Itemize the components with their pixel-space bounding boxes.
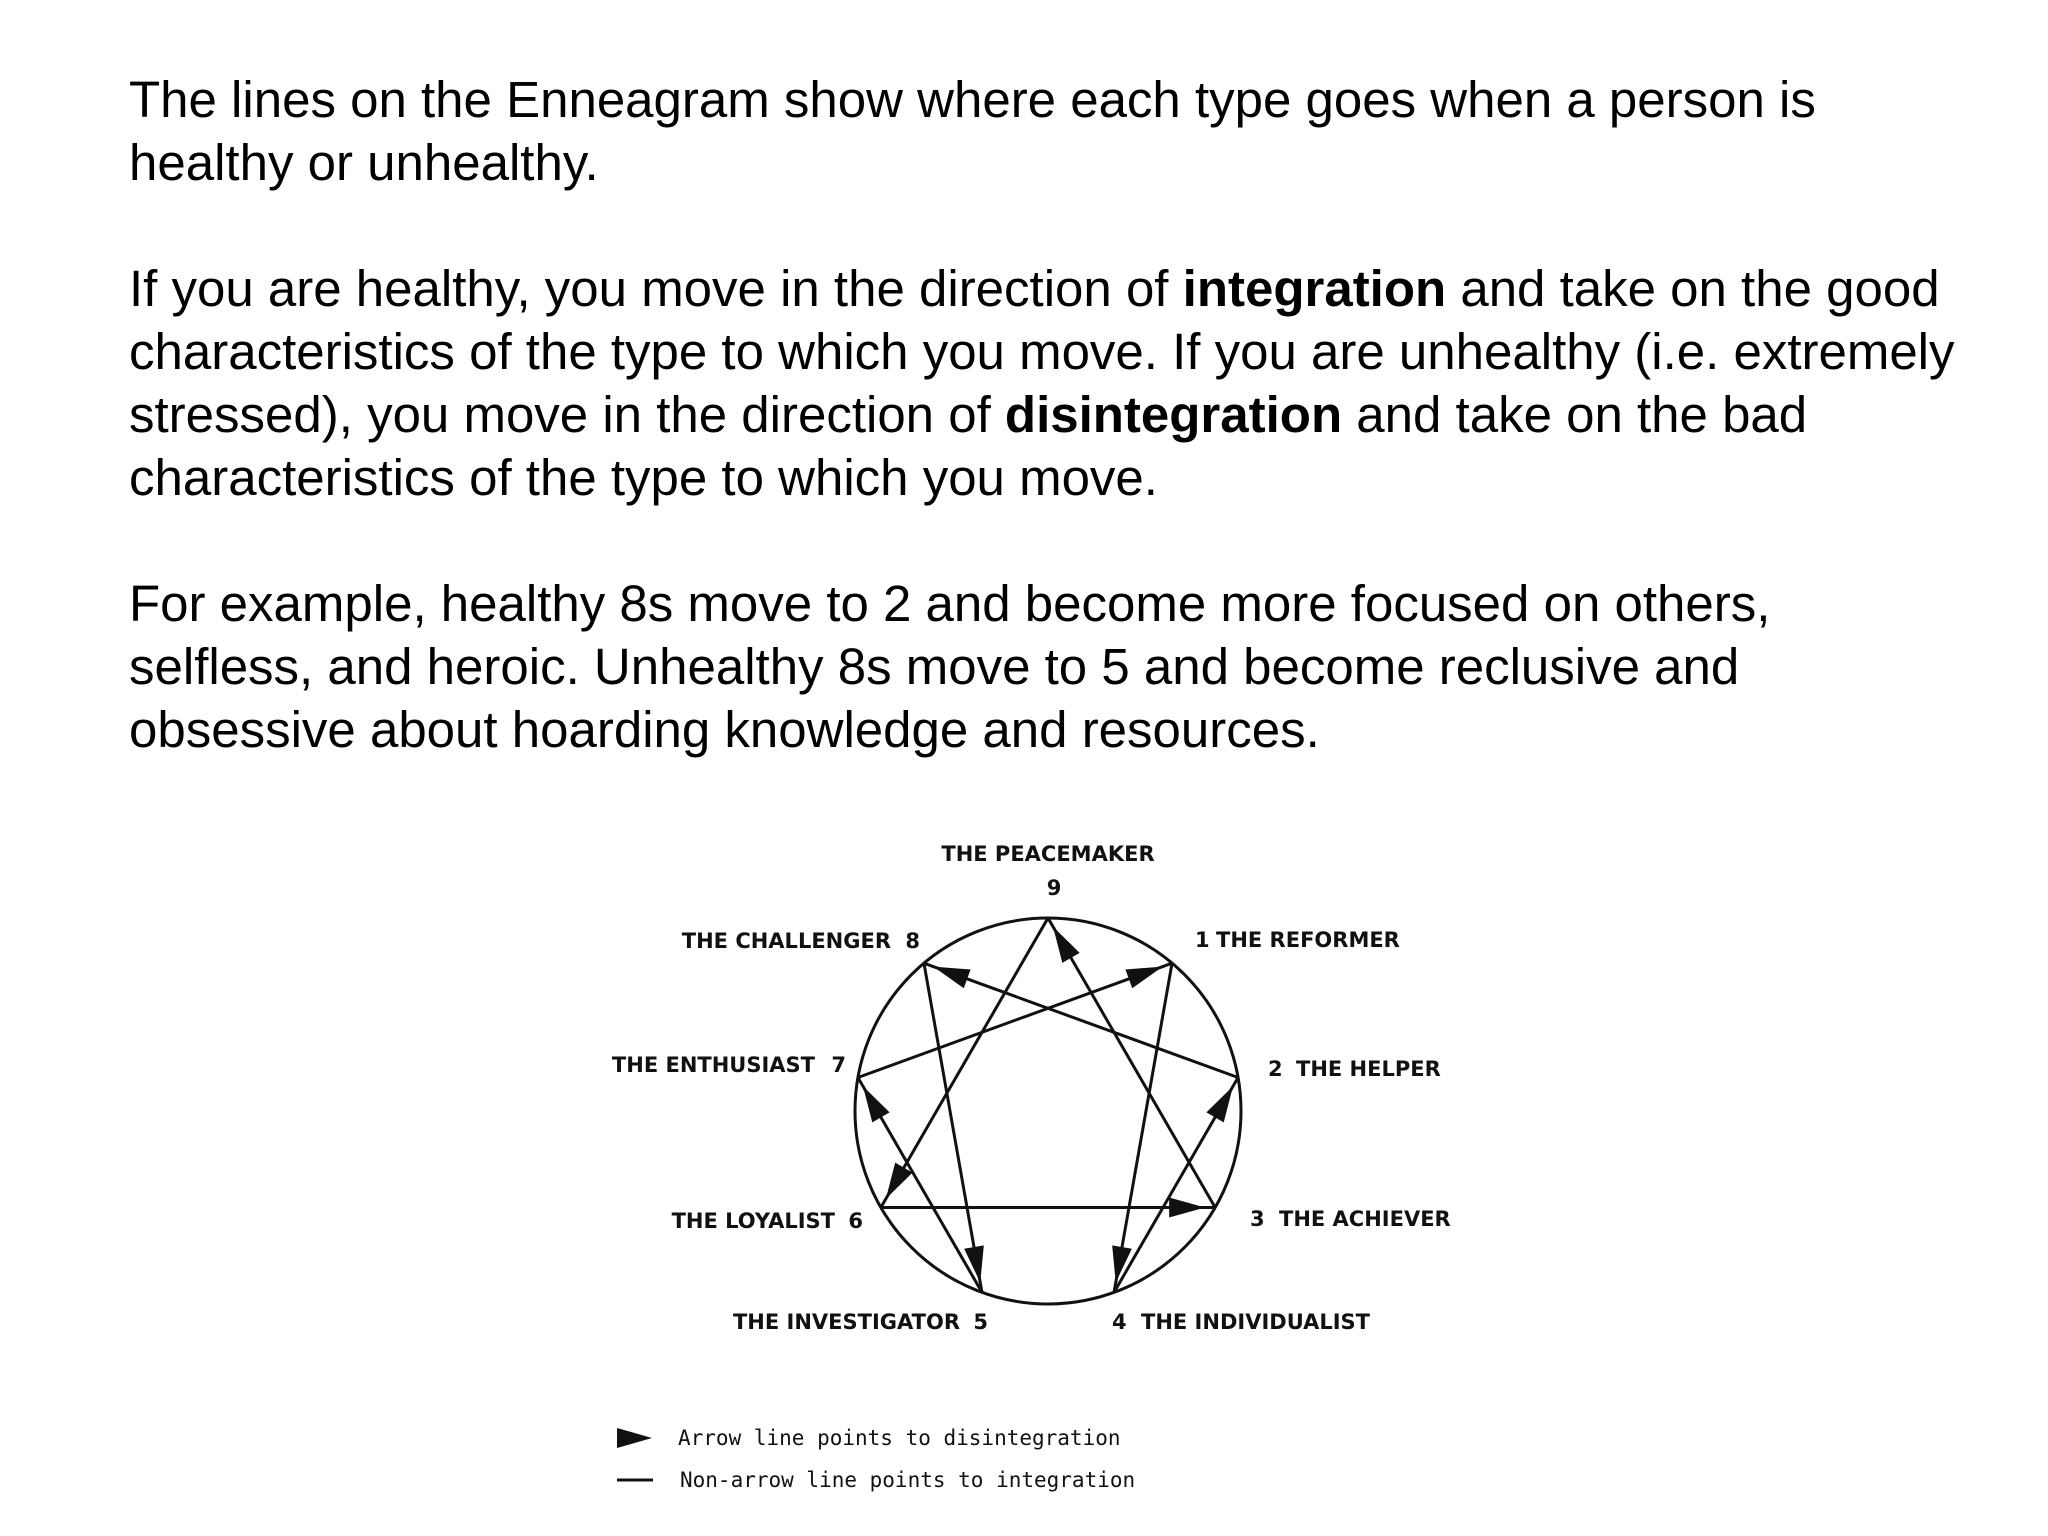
type-number-7: 7 — [831, 1053, 846, 1077]
type-name-4: THE INDIVIDUALIST — [1141, 1310, 1370, 1334]
type-number-6: 6 — [848, 1209, 863, 1233]
legend — [617, 1426, 1135, 1492]
type-name-5: THE INVESTIGATOR — [732, 1310, 960, 1334]
legend-arrow-icon — [617, 1428, 652, 1448]
type-number-5: 5 — [973, 1310, 988, 1334]
type-name-8: THE CHALLENGER — [681, 929, 891, 953]
type-name-2: THE HELPER — [1296, 1057, 1441, 1081]
integration-text-3: and take on the bad characteristics of the type to which you move. — [129, 386, 1808, 506]
type-number-8: 8 — [905, 929, 920, 953]
legend-line-text: Non-arrow line points to integration — [680, 1468, 1136, 1492]
type-number-3: 3 — [1250, 1207, 1265, 1231]
example-text: For example, healthy 8s move to 2 and become more focused on others, selfless, and heroic. Unhealthy 8s move to 5 and become reclusive and obsessive about hoarding knowledge and resources. — [129, 575, 1771, 758]
type-number-9: 9 — [1046, 876, 1062, 900]
integration-term: integration — [1182, 260, 1447, 317]
enneagram-lines — [858, 918, 1238, 1292]
type-number-4: 4 — [1112, 1310, 1127, 1334]
type-name-3: THE ACHIEVER — [1279, 1207, 1451, 1231]
integration-text-1: If you are healthy, you move in the direction of — [129, 260, 1183, 317]
line-3-to-9 — [1048, 918, 1215, 1208]
type-name-9: THE PEACEMAKER — [941, 842, 1155, 866]
arrowhead-2-to-8 — [933, 967, 970, 989]
type-number-1: 1 — [1195, 928, 1210, 952]
disintegration-term: disintegration — [1004, 386, 1343, 443]
integration-text-2: and take on the good characteristics of the type to which you move. If you are unhealthy (i.e. extremely stressed), you move in the direction of — [129, 260, 1955, 443]
type-name-7: THE ENTHUSIAST — [611, 1053, 815, 1077]
arrowhead-5-to-7 — [863, 1086, 890, 1122]
enneagram-labels — [612, 842, 1451, 1334]
type-number-2: 2 — [1268, 1057, 1283, 1081]
line-9-to-6 — [881, 918, 1048, 1208]
arrowhead-4-to-2 — [1206, 1086, 1233, 1122]
enneagram-circle — [855, 918, 1241, 1304]
arrowhead-7-to-1 — [1125, 967, 1162, 989]
arrowhead-3-to-9 — [1053, 927, 1080, 963]
legend-arrow-text: Arrow line points to disintegration — [678, 1426, 1121, 1450]
type-name-6: THE LOYALIST — [671, 1209, 835, 1233]
intro-text: The lines on the Enneagram show where each type goes when a person is healthy or unhealthy. — [129, 71, 1816, 191]
type-name-1: THE REFORMER — [1216, 928, 1400, 952]
arrowhead-6-to-3 — [1169, 1198, 1205, 1218]
